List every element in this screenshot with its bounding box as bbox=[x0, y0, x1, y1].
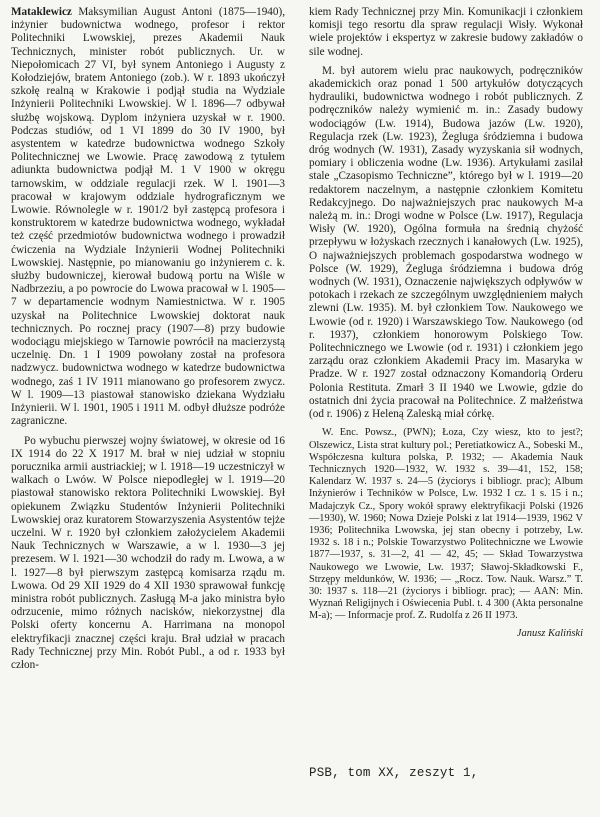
entry-paragraph-4: M. był autorem wielu prac naukowych, podręczników akademickich oraz ponad 1 500 artykułów dotyczących hydrauliki, budownictwa wodnego i robót publicznych. Z podręczników należy wymienić m. in.: Zasady budowy wodociągów (Lw. 1914), Budowa jazów (Lw. 1920), Regulacja rzek (Lw. 1923), Żegluga śródziemna i budowa dróg wodnych (W. 1931), Zasady wyzyskania sił wodnych, pomiary i obliczenia wodne (Lw. 1936). Artykułami zasilał stale „Czasopismo Techniczne”, którego był w l. 1919—20 redaktorem naczelnym, a następnie członkiem Komitetu Redakcyjnego. Do najważniejszych prac naukowych M-a należą m. in.: Drogi wodne w Polsce (Lw. 1917), Regulacja Wisły (W. 1920), Ogólna formuła na średnią chyżość przepływu w łożyskach rzecznych i kanałowych (Lw. 1925), O najważniejszych problemach gospodarstwa wodnego w Polsce (W. 1929), Żegluga śródziemna i budowa dróg wodnych (W. 1931), Oznaczenie największych odpływów w potokach i rzekach ze szczególnym uwzględnieniem małych zlewni (Lw. 1935). M. był członkiem Tow. Naukowego we Lwowie (od r. 1920) i Warszawskiego Tow. Naukowego (od r. 1937), członkiem honorowym Polskiego Tow. Politechnicznego we Lwowie (od r. 1931) i członkiem jego zarządu oraz członkiem Akademii Pracy im. Masaryka w Pradze. W r. 1927 został odznaczony Komandorią Orderu Polonia Restituta. Zmarł 3 II 1940 we Lwowie, gdzie do ostatnich dni życia pracował na Politechnice. Z małżeństwa (od r. 1906) z Heleną Zaleską miał córkę. bbox=[309, 64, 583, 421]
entry-text-1: Maksymilian August Antoni (1875—1940), inżynier budownictwa wodnego, profesor i rektor Politechniki Lwowskiej, prezes Akademii Nauk Technicznych, minister robót publicznych. Ur. w Niepołomicach 27 VI, był synem Antoniego i Augusty z Kołodziejów, bratem Antoniego (zob.). W r. 1893 ukończył szkołę realną w Krakowie i podjął studia na Wydziale Inżynierii Politechniki Lwowskiej. W l. 1896—7 odbywał służbę wojskową. Dyplom inżyniera uzyskał w r. 1900. Podczas studiów, od 1 VI 1899 do 30 IV 1900, był asystentem w katedrze budownictwa wodnego Szkoły Politechnicznej we Lwowie. Pracę zawodową z tytułem adiunkta budownictwa podjął M. 1 V 1900 w okręgu tarnowskim, w oddziale regulacji rzek. W l. 1901—3 pracował w krajowym oddziale hydrograficznym we Lwowie. Równolegle w r. 1901/2 był zastępcą profesora i konstruktorem w katedrze budownictwa wodnego, wykładał też część przedmiotów budownictwa wodnego i prowadził ćwiczenia na Wydziale Inżynierii Wodnej Politechniki Lwowskiej. Następnie, po mianowaniu go inżynierem c. k. służby budowniczej, kierował budową portu na Wiśle w Nadbrzeziu, a po powrocie do Lwowa pracował w l. 1905—7 w departamencie wodnym Namiestnictwa. W r. 1905 uzyskał na Politechnice Lwowskiej doktorat nauk technicznych. Po rocznej pracy (1907—8) przy budowie wodociągu miejskiego w Tarnowie powrócił na macierzystą uczelnię. Dn. 1 I 1909 powołany został na profesora nadzwycz. budownictwa wodnego w katedrze budownictwa wodnego, zaś 1 IV 1911 mianowano go profesorem zwycz. W l. 1909—13 piastował stanowisko dziekana Wydziału Inżynierii. W l. 1901, 1905 i 1911 M. odbył dłuższe podróże zagraniczne. bbox=[11, 6, 286, 428]
entry-headword: Mataklewicz bbox=[11, 6, 72, 18]
right-column bbox=[309, 6, 583, 640]
entry-paragraph-3: kiem Rady Technicznej przy Min. Komunikacji i członkiem komisji tego resortu dla spraw regulacji Wisły. Wykonał wiele projektów i ekspertyz w zakresie budowy zakładów o sile wodnej. bbox=[309, 6, 583, 58]
entry-paragraph-1 bbox=[11, 6, 285, 429]
author-signature: Janusz Kaliński bbox=[516, 627, 583, 639]
bibliography: W. Enc. Powsz., (PWN); Łoza, Czy wiesz, kto to jest?; Olszewicz, Lista strat kultury pol.; Peretiatkowicz A., Sobeski M., Współczesna kultura polska, P. 1932; — Akademia Nauk Technicznych 1920—1932, W. 1932 s. 39—41, 152, 158; Kalendarz W. 1937 s. 24—5 (życiorys i bibliogr. prac); Album Inżynierów i Techników w Polsce, Lw. 1932 I cz. 1 s. 15 i n.; Madajczyk Cz., Spory wokół sprawy elektryfikacji Polski (1926—1930), W. 1960; Nowa Dzieje Polski z lat 1914—1939, 1962 V 1936; Politechnika Lwowska, jej stan obecny i potrzeby, Lw. 1932 s. 18 i n.; Polskie Towarzystwo Politechniczne we Lwowie 1877—1937, s. 31—2, 41 — 42, 45; — Skład Towarzystwa Naukowego we Lwowie, Lw. 1937; Sławoj-Składkowski F., Strzępy meldunków, W. 1936; — „Rocz. Tow. Nauk. Warsz.” T. 30: 1937 s. 118—21 (życiorys i bibliogr. prac); — AAN: Min. Wyznań Religijnych i Oświecenia Publ. t. 4 300 (Akta personalne M-a); — Informacje prof. Z. Rudolfa z 26 II 1973. bbox=[309, 427, 583, 622]
entry-paragraph-2: Po wybuchu pierwszej wojny światowej, w okresie od 16 IX 1914 do 22 X 1917 M. brał w niej udział w stopniu porucznika armii austriackiej; w l. 1918—19 uczestniczył w walkach o Lwów. W Polsce niepodległej w l. 1919—20 piastował stanowisko rektora Politechniki Lwowskiej. Był opiekunem Związku Studentów Inżynierii Politechniki Lwowskiej oraz kuratorem Stowarzyszenia Asystentów tejże uczelni. W r. 1920 był członkiem założycielem Akademii Nauk Technicznych w Warszawie, a w l. 1930—3 jej prezesem. W l. 1921—30 wchodził do rady m. Lwowa, a w l. 1927—8 był pierwszym zastępcą komisarza rządu m. Lwowa. Od 29 XII 1929 do 4 XII 1930 sprawował funkcję ministra robót publicznych. Zasługą M-a jako ministra było odrzucenie, mimo różnych nacisków, niekorzystnej dla Polski oferty koncernu A. Harrimana na monopol elektryfikacji znacznej części kraju. Brał udział w pracach Rady Technicznej przy Min. Robót Publ., a od r. 1933 był człon- bbox=[11, 434, 285, 671]
page-footer: PSB, tom XX, zeszyt 1, bbox=[309, 766, 479, 780]
left-column bbox=[11, 6, 285, 672]
